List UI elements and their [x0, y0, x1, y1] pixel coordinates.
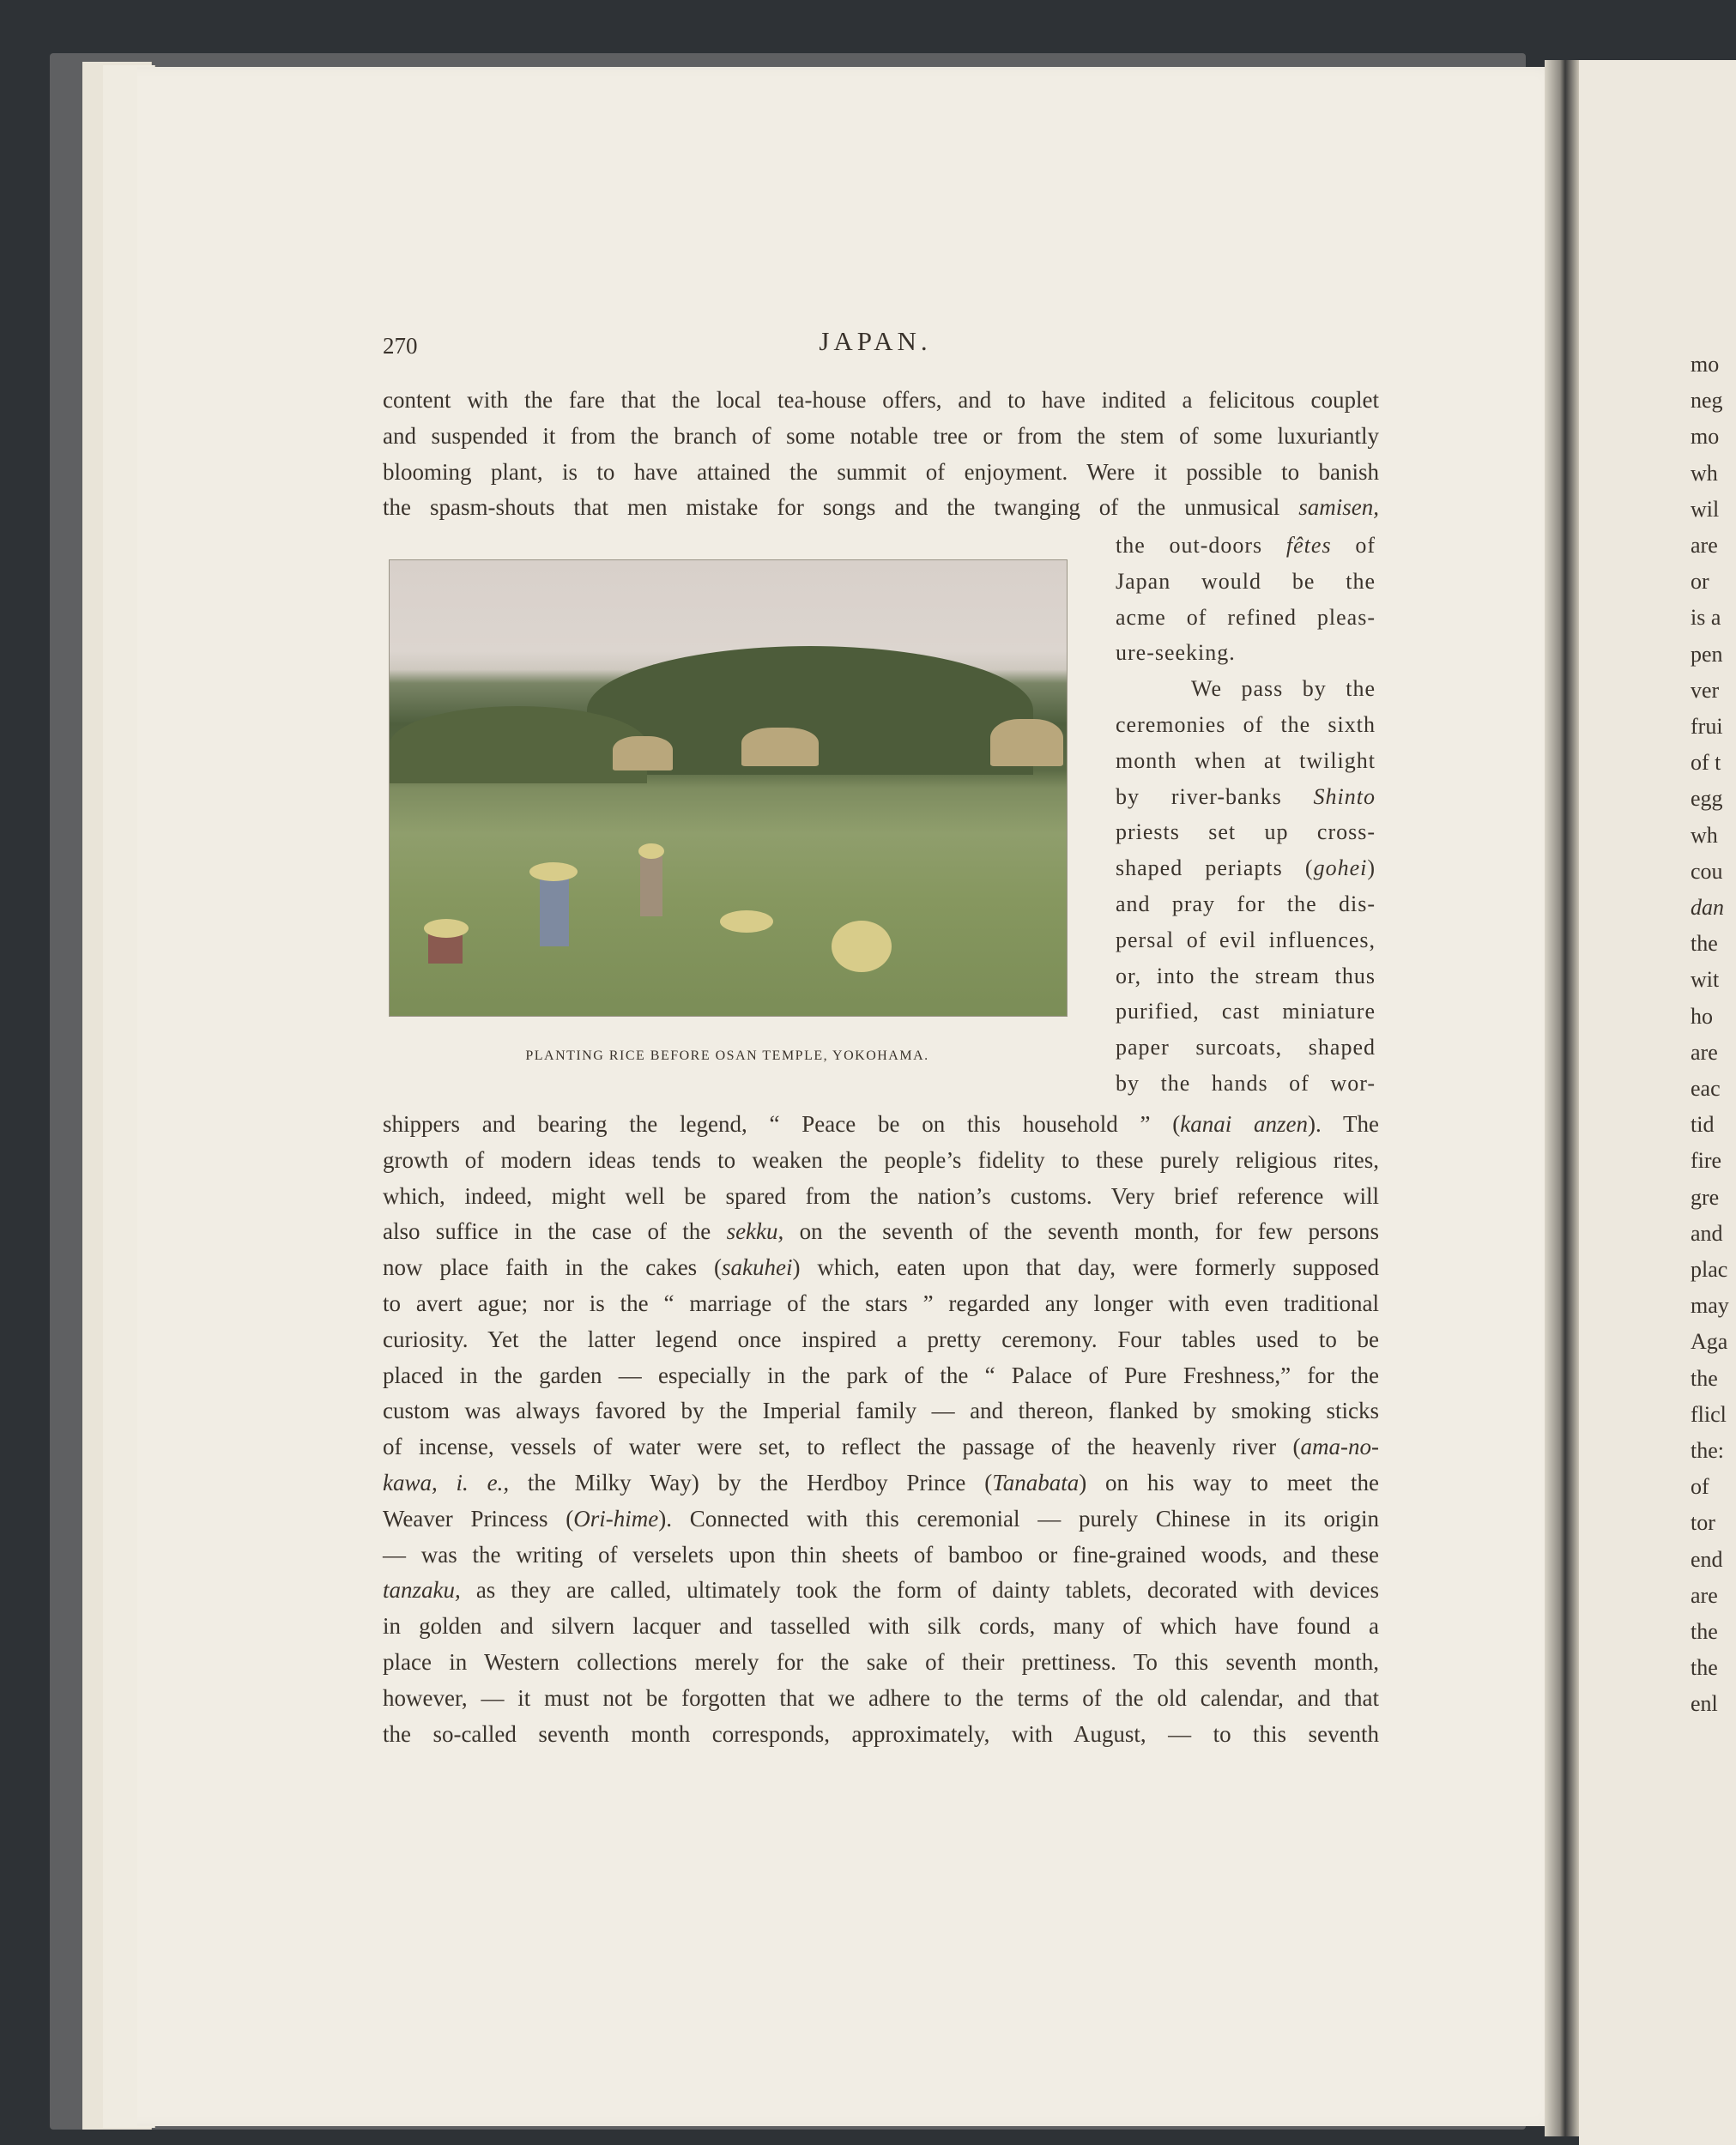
text-line [1116, 639, 1376, 667]
text-run: content with the fare that the local tea-house offers, and to have indited a felicitous couplet [383, 387, 1379, 413]
straw-hat [529, 862, 578, 881]
facing-line-fragment: eac [1691, 1076, 1721, 1101]
page-number: 270 [383, 333, 418, 359]
running-title: JAPAN. [819, 326, 932, 356]
italic-term: gohei [1313, 855, 1368, 881]
facing-line-fragment: the: [1691, 1438, 1724, 1463]
straw-hat [424, 919, 469, 938]
italic-term: fêtes [1285, 533, 1332, 558]
facing-line-fragment: of t [1691, 750, 1721, 776]
facing-line-fragment: neg [1691, 388, 1723, 414]
italic-term: sakuhei [722, 1254, 793, 1281]
facing-line-fragment: the [1691, 931, 1718, 957]
text-run: blooming plant, is to have attained the summit of enjoyment. Were it possible to banish [383, 458, 1379, 485]
facing-line-fragment: or [1691, 569, 1709, 595]
italic-term: kawa, i. e., [383, 1470, 510, 1495]
straw-hat [638, 843, 664, 859]
text-run: priests set up cross- [1116, 819, 1376, 845]
text-run: shaped periapts ( [1116, 855, 1314, 881]
text-run: ure-seeking. [1116, 640, 1236, 666]
text-line [383, 1541, 1379, 1568]
text-run: curiosity. Yet the latter legend once inspired a pretty ceremony. Four tables used to be [383, 1326, 1379, 1352]
facing-line-fragment: fire [1691, 1148, 1722, 1174]
book-gutter [1545, 60, 1579, 2136]
text-run: persal of evil influences, [1116, 927, 1376, 952]
text-run: ) which, eaten upon that day, were formerly supposed [792, 1254, 1379, 1281]
text-line [383, 1326, 1379, 1353]
text-run: to avert ague; nor is the “ marriage of the stars ” regarded any longer with even traditional [383, 1290, 1379, 1316]
italic-term: tanzaku, [383, 1577, 461, 1604]
italic-term: samisen, [1298, 494, 1379, 521]
text-run: also suffice in the case of the [383, 1218, 727, 1245]
text-line [1116, 891, 1376, 918]
facing-line-fragment: gre [1691, 1184, 1720, 1210]
text-line [383, 458, 1379, 486]
italic-term: sekku, [726, 1218, 784, 1245]
text-run: ). The [1308, 1111, 1379, 1137]
text-run: growth of modern ideas tends to weaken the people’s fidelity to these purely religious rites, [383, 1146, 1379, 1173]
text-run: or, into the stream thus [1116, 963, 1376, 988]
facing-line-fragment: Aga [1691, 1329, 1728, 1355]
facing-line-fragment: frui [1691, 714, 1723, 739]
text-run: however, — it must not be forgotten that we adhere to the terms of the old calendar, and that [383, 1684, 1379, 1711]
italic-term: kanai anzen [1180, 1111, 1308, 1137]
text-run: custom was always favored by the Imperial family — and thereon, flanked by smoking sticks [383, 1398, 1379, 1424]
text-line [1116, 532, 1376, 559]
facing-line-fragment: mo [1691, 352, 1720, 377]
text-run: in golden and silvern lacquer and tasselled with silk cords, many of which have found a [383, 1613, 1379, 1640]
text-run: Weaver Princess ( [383, 1505, 574, 1532]
text-run: placed in the garden — especially in the park of the “ Palace of Pure Freshness,” for the [383, 1362, 1379, 1388]
text-run: by river-banks [1116, 783, 1314, 809]
text-line [383, 1612, 1379, 1640]
text-run: paper surcoats, shaped [1116, 1035, 1376, 1060]
text-line [383, 1110, 1379, 1138]
text-line [1116, 855, 1376, 882]
text-line [383, 1397, 1379, 1424]
text-line [383, 1182, 1379, 1210]
text-run: ). Connected with this ceremonial — purely Chinese in its origin [658, 1505, 1379, 1532]
facing-line-fragment: and [1691, 1220, 1723, 1246]
text-line [1116, 1070, 1376, 1097]
facing-line-fragment: the [1691, 1365, 1718, 1391]
facing-line-fragment: are [1691, 533, 1718, 558]
italic-term: Ori-hime [573, 1505, 659, 1532]
text-run: of incense, vessels of water were set, to reflect the passage of the heavenly river ( [383, 1434, 1301, 1460]
facing-line-fragment: wh [1691, 822, 1718, 848]
facing-line-fragment: egg [1691, 786, 1723, 812]
text-run: Japan would be the [1116, 568, 1376, 594]
text-run: of [1331, 533, 1376, 558]
text-run: by the hands of wor- [1116, 1071, 1376, 1096]
text-run: the so-called seventh month corresponds, approximately, with August, — to this seventh [383, 1720, 1379, 1747]
text-line [383, 422, 1379, 450]
facing-line-fragment: plac [1691, 1257, 1728, 1282]
text-line [1116, 998, 1376, 1025]
facing-line-fragment: ver [1691, 677, 1720, 703]
facing-line-fragment: wil [1691, 496, 1720, 522]
facing-line-fragment: wh [1691, 460, 1718, 486]
text-line [1116, 963, 1376, 990]
facing-line-fragment: may [1691, 1293, 1729, 1319]
facing-line-fragment: is a [1691, 605, 1721, 631]
facing-line-fragment: the [1691, 1655, 1718, 1681]
text-line [383, 1720, 1379, 1748]
text-run: ) on his way to meet the [1079, 1470, 1379, 1495]
thatched-house [741, 728, 819, 766]
tree-line [390, 706, 647, 783]
facing-line-fragment: pen [1691, 641, 1723, 667]
text-line [1116, 783, 1376, 811]
straw-hat [832, 921, 892, 972]
text-run: now place faith in the cakes ( [383, 1254, 723, 1281]
facing-line-fragment: wit [1691, 967, 1720, 993]
text-line [1116, 927, 1376, 954]
facing-line-fragment: mo [1691, 424, 1720, 450]
facing-line-fragment: of [1691, 1474, 1709, 1500]
text-line [1116, 747, 1376, 775]
facing-line-fragment: are [1691, 1582, 1718, 1608]
text-run: and suspended it from the branch of some notable tree or from the stem of some luxuriantly [383, 422, 1379, 449]
text-line [383, 1290, 1379, 1317]
facing-line-fragment: end [1691, 1546, 1723, 1572]
text-line [383, 1576, 1379, 1604]
thatched-house [613, 736, 673, 770]
text-line [1116, 819, 1376, 846]
facing-line-fragment: dan [1691, 895, 1724, 920]
text-run: shippers and bearing the legend, “ Peace be on this household ” ( [383, 1111, 1181, 1137]
italic-term: Shinto [1313, 783, 1376, 809]
facing-line-fragment: the [1691, 1619, 1718, 1644]
text-line [1116, 1034, 1376, 1061]
text-line [1116, 568, 1376, 595]
facing-line-fragment: ho [1691, 1003, 1713, 1029]
text-line [383, 1469, 1379, 1496]
text-line [383, 1218, 1379, 1245]
text-line [383, 1254, 1379, 1281]
facing-line-fragment: flicl [1691, 1401, 1727, 1427]
facing-line-fragment: cou [1691, 858, 1723, 884]
figure-caption: PLANTING RICE BEFORE OSAN TEMPLE, YOKOHAMA. [525, 1048, 929, 1063]
facing-line-fragment: are [1691, 1039, 1718, 1065]
text-run: as they are called, ultimately took the form of dainty tablets, decorated with devices [460, 1577, 1379, 1604]
italic-term: ama-no- [1300, 1434, 1379, 1460]
text-line [383, 1362, 1379, 1389]
straw-hat [720, 910, 773, 933]
text-line [1116, 711, 1376, 739]
text-run: the out-doors [1116, 533, 1286, 558]
text-line [383, 1648, 1379, 1676]
text-run: month when at twilight [1116, 747, 1376, 773]
text-run: ) [1367, 855, 1376, 881]
text-line [383, 493, 1379, 521]
text-run: ceremonies of the sixth [1116, 712, 1376, 737]
text-run: place in Western collections merely for the sake of their prettiness. To this seventh month, [383, 1649, 1379, 1675]
facing-line-fragment: tor [1691, 1510, 1715, 1536]
text-run: and pray for the dis- [1116, 891, 1376, 916]
text-line [383, 1433, 1379, 1460]
text-run: purified, cast miniature [1116, 999, 1376, 1024]
text-line [1116, 604, 1376, 631]
text-run: We pass by the [1191, 676, 1376, 702]
text-line [383, 1684, 1379, 1712]
text-line [383, 1505, 1379, 1532]
text-run: acme of refined pleas- [1116, 604, 1376, 630]
text-run: — was the writing of verselets upon thin sheets of bamboo or fine-grained woods, and these [383, 1541, 1379, 1568]
thatched-house [990, 719, 1063, 766]
text-line [1191, 675, 1376, 703]
text-line [383, 386, 1379, 414]
italic-term: Tanabata [992, 1470, 1080, 1495]
farmer-figure [540, 878, 569, 946]
farmer-figure [640, 856, 662, 916]
facing-line-fragment: tid [1691, 1112, 1715, 1138]
facing-line-fragment: enl [1691, 1691, 1718, 1717]
text-run: which, indeed, might well be spared from the nation’s customs. Very brief reference will [383, 1182, 1379, 1209]
text-run: the Milky Way) by the Herdboy Prince ( [509, 1470, 993, 1495]
photograph-rice-planting [389, 559, 1068, 1017]
text-run: on the seventh of the seventh month, for few persons [783, 1218, 1379, 1245]
text-run: the spasm-shouts that men mistake for songs and the twanging of the unmusical [383, 494, 1299, 521]
text-line [383, 1146, 1379, 1174]
